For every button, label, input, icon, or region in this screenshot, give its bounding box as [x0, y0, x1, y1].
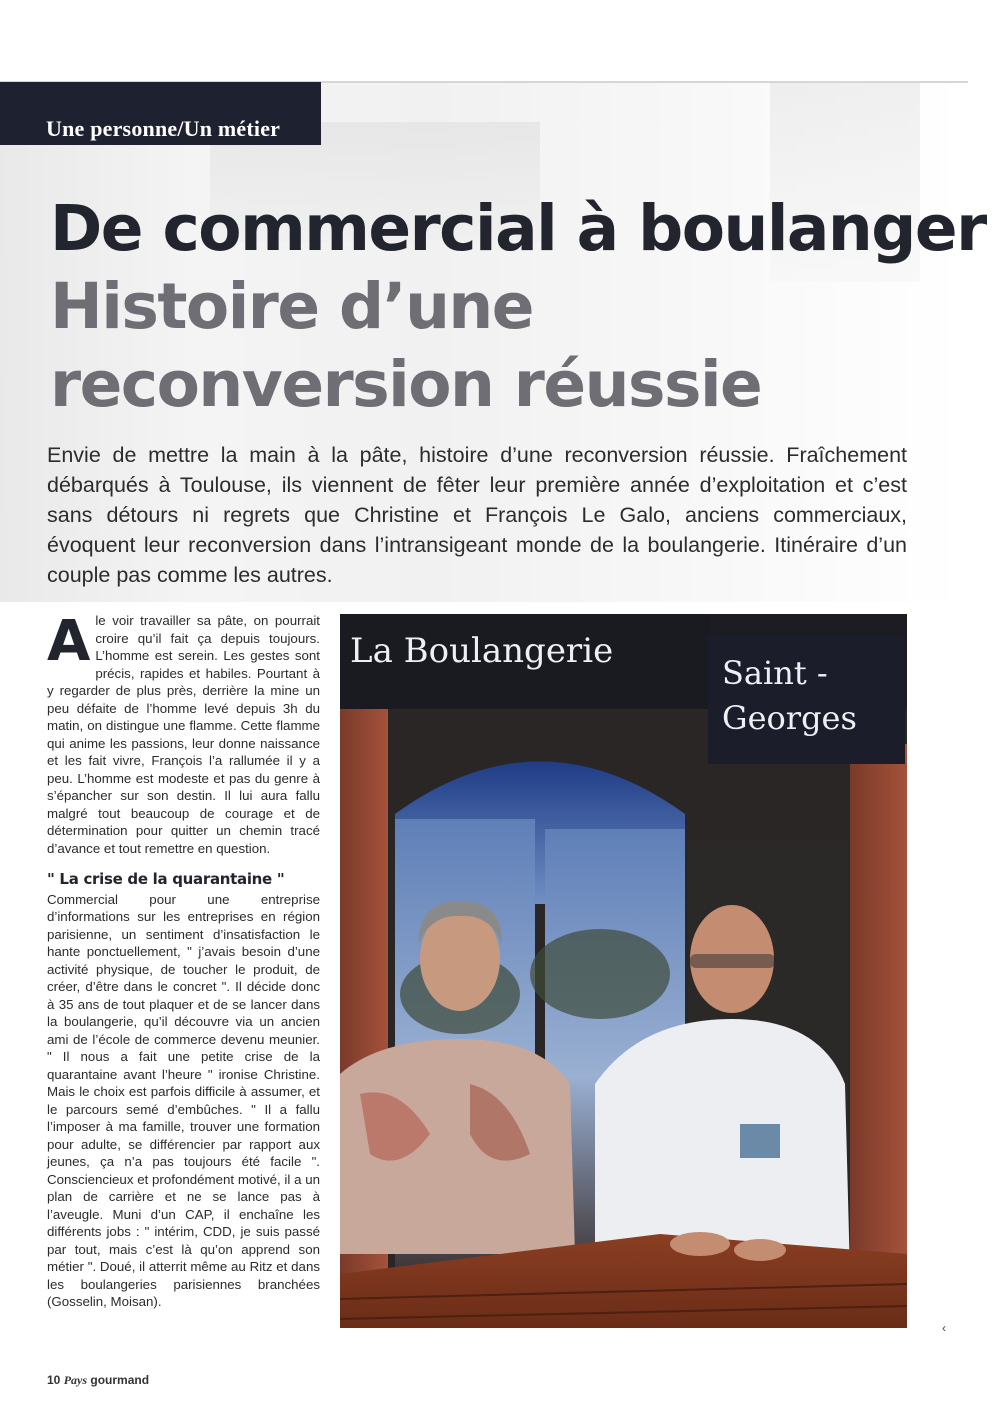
headline-line-1: De commercial à boulanger: [50, 192, 986, 265]
continuation-mark: ‹: [942, 1321, 946, 1335]
drop-cap: A: [47, 609, 91, 674]
article-subheading: " La crise de la quarantaine ": [47, 870, 285, 888]
rubric-label: Une personne/Un métier: [46, 116, 281, 141]
article-paragraph-2: Commercial pour une entreprise d’informations sur les entreprises en région parisienne, un sentiment d’insatisfaction le hante ponctuellement, " j’avais besoin d’une activité physique, de toucher le produit, de créer, d’être dans le concret ". Il décide donc à 35 ans de tout plaquer et de se lancer dans la boulangerie, qu’il découvre via un ancien ami de l’école de commerce devenu meunier. " Il nous a fait une petite crise de la quarantaine avant l’heure " ironise Christine. Mais le choix est parfois difficile à assumer, et le parcours semé d’embûches. " Il a fallu l’imposer à ma famille, trouver une formation pour adulte, se différencier par rapport aux jeunes, ça n’a pas toujours été facile ". Consciencieux et profondément motivé, il a un plan de carrière et ne se lance pas à l’aveugle. Muni d’un CAP, il enchaîne les différents jobs : " intérim, CDD, je suis passé par tout, mais c’est là qu’on apprend son métier ". Doué, il atterrit même au Ritz et dans les boulangeries parisiennes branchées (Gosselin, Moisan).: [47, 891, 320, 1309]
headline-line-3: reconversion réussie: [50, 348, 762, 421]
intro-paragraph: Envie de mettre la main à la pâte, histoire d’une reconversion réussie. Fraîchement débarqués à Toulouse, ils viennent de fêter leur première année d’exploitation et c’est sans détours ni regrets que Christine et François Le Galo, anciens commerciaux, évoquent leur reconversion dans l’intransigeant monde de la boulangerie. Itinéraire d’un couple pas comme les autres.: [47, 443, 907, 587]
bakery-photo: [340, 614, 907, 1328]
article-paragraph-1: [47, 609, 320, 857]
headline-line-2: Histoire d’une: [50, 270, 533, 343]
article-column: [47, 609, 320, 1311]
sign-side-text-2: Georges: [722, 699, 857, 737]
sign-side-text-1: Saint -: [722, 654, 828, 692]
magazine-name-a: Pays: [63, 1373, 88, 1387]
rubric-banner: [0, 82, 321, 145]
bakery-photo-illustration: [340, 614, 907, 1328]
article-paragraph-1-text: le voir travailler sa pâte, on pourrait croire qu’il fait ça depuis toujours. L’homme est serein. Les gestes sont précis, rapides et habiles. Pourtant à y regarder de plus près, derrière la mine un peu défaite de l’homme levé depuis 3h du matin, on distingue une flamme. Cette flamme qui anime les passions, leur donne naissance et les fait vivre, François l’a rallumée il y a peu. L’homme est modeste et pas du genre à s’épancher sur son destin. Il lui aura fallu malgré tout beaucoup de courage et de détermination pour quitter un chemin tracé d’avance et tout remettre en question.: [47, 613, 320, 856]
magazine-name-b: gourmand: [90, 1373, 150, 1387]
headline: [50, 190, 986, 424]
page-number: 10: [47, 1373, 61, 1387]
sign-main-text: La Boulangerie: [350, 631, 614, 671]
page-footer: [47, 1373, 149, 1388]
